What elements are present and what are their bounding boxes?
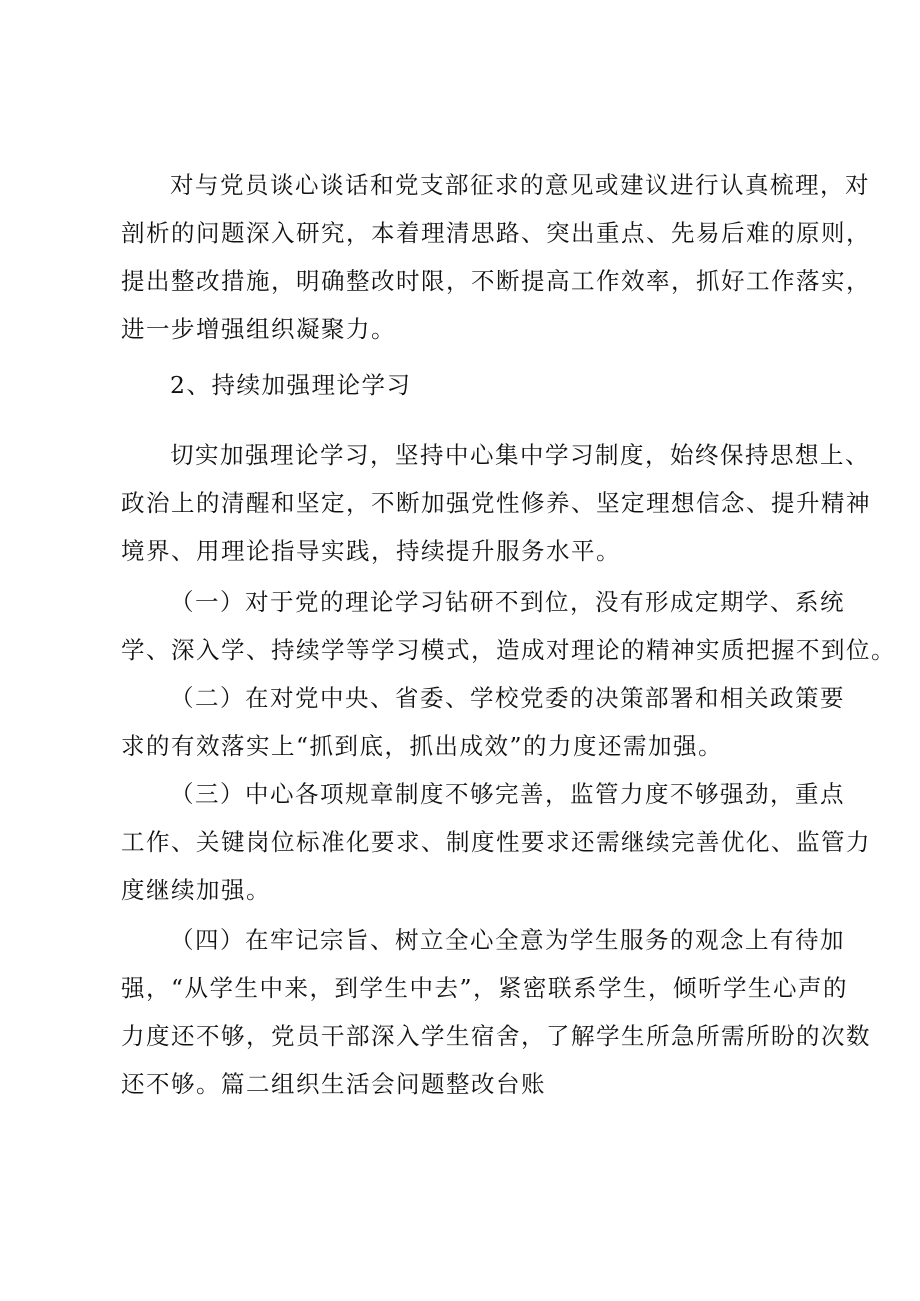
paragraph-1-line-1: 对与党员谈心谈话和党支部征求的意见或建议进行认真梳理，对 — [170, 171, 870, 199]
item-4-line-1: （四）在牢记宗旨、树立全心全意为学生服务的观念上有待加 — [170, 926, 845, 954]
item-3-line-1: （三）中心各项规章制度不够完善，监管力度不够强劲，重点 — [170, 780, 845, 808]
item-2-line-1: （二）在对党中央、省委、学校党委的决策部署和相关政策要 — [170, 684, 845, 712]
item-4-line-4: 还不够。篇二组织生活会问题整改台账 — [121, 1070, 546, 1098]
item-3-line-3: 度继续加强。 — [121, 876, 271, 904]
section-heading: 2、持续加强理论学习 — [170, 371, 412, 399]
paragraph-2-line-1: 切实加强理论学习，坚持中心集中学习制度，始终保持思想上、 — [170, 441, 870, 469]
paragraph-1-line-3: 提出整改措施，明确整改时限，不断提高工作效率，抓好工作落实， — [121, 267, 871, 295]
item-1-line-2: 学、深入学、持续学等学习模式，造成对理论的精神实质把握不到位。 — [121, 636, 896, 664]
item-4-line-3: 力度还不够，党员干部深入学生宿舍，了解学生所急所需所盼的次数 — [121, 1022, 871, 1050]
paragraph-2-line-2: 政治上的清醒和坚定，不断加强党性修养、坚定理想信念、提升精神 — [121, 489, 871, 517]
item-3-line-2: 工作、关键岗位标准化要求、制度性要求还需继续完善优化、监管力 — [121, 828, 871, 856]
item-4-line-2: 强，“从学生中来，到学生中去”，紧密联系学生，倾听学生心声的 — [121, 974, 849, 1002]
paragraph-1-line-4: 进一步增强组织凝聚力。 — [121, 315, 396, 343]
item-1-line-1: （一）对于党的理论学习钻研不到位，没有形成定期学、系统 — [170, 588, 845, 616]
paragraph-2-line-3: 境界、用理论指导实践，持续提升服务水平。 — [121, 537, 621, 565]
item-2-line-2: 求的有效落实上“抓到底，抓出成效”的力度还需加强。 — [121, 732, 724, 760]
paragraph-1-line-2: 剖析的问题深入研究，本着理清思路、突出重点、先易后难的原则， — [121, 219, 871, 247]
